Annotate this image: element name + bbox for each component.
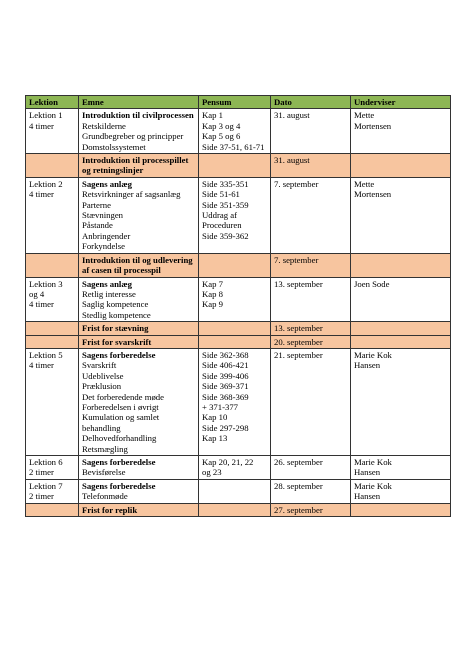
emne-cell: [79, 479, 199, 503]
dato-cell: 26. september: [271, 456, 351, 480]
emne-cell: Frist for replik: [79, 503, 199, 516]
lesson-row: [26, 109, 451, 154]
lektion-line: 2 timer: [29, 491, 54, 502]
header-cell: Pensum: [199, 96, 271, 109]
emne-item: Forkyndelse: [82, 241, 125, 252]
lektion-line: 4 timer: [29, 299, 54, 310]
pensum-line: Uddrag af Proceduren: [202, 210, 242, 231]
pensum-line: Kap 7: [202, 278, 223, 289]
pensum-line: Kap 1: [202, 110, 223, 121]
emne-item: Retsvirkninger af sagsanlæg: [82, 189, 181, 200]
pensum-cell: [199, 109, 271, 154]
lektion-line: Lektion 5: [29, 349, 63, 360]
emne-item: Telefonmøde: [82, 491, 128, 502]
underviser-line: Mortensen: [354, 189, 392, 200]
pensum-line: Side 37-51, 61-71: [202, 141, 265, 152]
emne-title: [82, 481, 195, 491]
dato-cell: 31. august: [271, 109, 351, 154]
lektion-line: Lektion 6: [29, 457, 63, 467]
emne-item: Delhovedforhandling: [82, 433, 157, 444]
emne-title: [82, 179, 195, 189]
lektion-line: Lektion 3: [29, 278, 63, 289]
lesson-row: [26, 177, 451, 253]
header-cell: Dato: [271, 96, 351, 109]
lektion-cell: [26, 456, 79, 480]
header-cell: Emne: [79, 96, 199, 109]
lektion-cell: [26, 253, 79, 277]
pensum-cell: [199, 154, 271, 178]
underviser-cell: [351, 277, 451, 322]
pensum-cell: [199, 503, 271, 516]
lektion-line: Lektion 7: [29, 480, 63, 491]
emne-title-bold: Sagens forberedelse: [82, 457, 156, 467]
emne-cell: [79, 456, 199, 480]
lektion-line: 4 timer: [29, 360, 54, 371]
lektion-line: 2 timer: [29, 467, 54, 478]
emne-title-bold: Introduktion til civilprocessen: [82, 110, 194, 121]
emne-item: Udeblivelse: [82, 370, 124, 381]
emne-title-bold: Sagens forberedelse: [82, 349, 156, 360]
pensum-line: Kap 20, 21, 22: [202, 457, 254, 467]
dato-cell: 28. september: [271, 479, 351, 503]
pensum-line: Side 362-368: [202, 349, 249, 360]
emne-item: Retlig interesse: [82, 288, 136, 299]
header-cell: Lektion: [26, 96, 79, 109]
underviser-cell: [351, 177, 451, 253]
emne-item: Svarskrift: [82, 360, 117, 371]
emne-item: Påstande: [82, 220, 113, 231]
deadline-row: [26, 322, 451, 335]
underviser-line: Marie Kok: [354, 457, 392, 467]
dato-cell: 31. august: [271, 154, 351, 178]
deadline-row: [26, 154, 451, 178]
emne-title: [82, 457, 195, 467]
emne-cell: Frist for stævning: [79, 322, 199, 335]
underviser-cell: [351, 253, 451, 277]
emne-item: Parterne: [82, 199, 111, 210]
lektion-cell: [26, 177, 79, 253]
pensum-line: og 23: [202, 467, 222, 478]
lektion-line: Lektion 1: [29, 110, 63, 121]
underviser-line: Mette: [354, 110, 375, 121]
pensum-line: Kap 13: [202, 433, 228, 444]
pensum-line: Kap 9: [202, 299, 223, 310]
dato-cell: 7. september: [271, 253, 351, 277]
emne-cell: [79, 277, 199, 322]
pensum-cell: [199, 277, 271, 322]
underviser-cell: [351, 348, 451, 455]
pensum-cell: [199, 348, 271, 455]
lesson-row: [26, 479, 451, 503]
deadline-row: [26, 253, 451, 277]
emne-title: [82, 110, 195, 131]
underviser-cell: [351, 456, 451, 480]
dato-cell: 7. september: [271, 177, 351, 253]
underviser-cell: [351, 154, 451, 178]
table-header-row: [26, 96, 451, 109]
deadline-row: [26, 503, 451, 516]
pensum-line: Side 369-371: [202, 381, 249, 392]
pensum-line: Kap 5 og 6: [202, 131, 241, 142]
emne-cell: [79, 348, 199, 455]
lektion-cell: [26, 479, 79, 503]
emne-title-suffix: Retskilderne: [82, 120, 126, 131]
dato-cell: 20. september: [271, 335, 351, 348]
pensum-line: Kap 8: [202, 288, 223, 299]
lesson-row: [26, 277, 451, 322]
emne-item: Forberedelsen i øvrigt: [82, 401, 159, 412]
lesson-row: [26, 456, 451, 480]
pensum-cell: [199, 479, 271, 503]
underviser-line: Hansen: [354, 491, 381, 502]
emne-item: Grundbegreber og principper: [82, 131, 184, 142]
emne-title: [82, 279, 195, 289]
header-cell: Underviser: [351, 96, 451, 109]
underviser-line: Mortensen: [354, 120, 392, 131]
dato-cell: 21. september: [271, 348, 351, 455]
underviser-line: Joen Sode: [354, 278, 390, 289]
lektion-line: 4 timer: [29, 120, 54, 131]
lektion-cell: [26, 277, 79, 322]
underviser-line: Marie Kok: [354, 480, 392, 491]
pensum-line: Side 399-406: [202, 370, 249, 381]
pensum-line: Side 51-61: [202, 189, 240, 200]
pensum-line: Kap 3 og 4: [202, 120, 241, 131]
emne-title: [82, 350, 195, 360]
deadline-row: [26, 335, 451, 348]
lektion-line: og 4: [29, 288, 45, 299]
pensum-line: Side 359-362: [202, 230, 249, 241]
table-body: [26, 109, 451, 517]
emne-cell: Introduktion til processpillet og retningslinjer: [79, 154, 199, 178]
emne-item: Retsmægling: [82, 443, 128, 454]
emne-item: Stedlig kompetence: [82, 309, 151, 320]
pensum-line: Side 406-421: [202, 360, 249, 371]
emne-item: Bevisførelse: [82, 467, 126, 478]
emne-cell: Frist for svarskrift: [79, 335, 199, 348]
pensum-cell: [199, 456, 271, 480]
emne-cell: [79, 177, 199, 253]
dato-cell: 13. september: [271, 322, 351, 335]
emne-item: Saglig kompetence: [82, 299, 149, 310]
lektion-line: 4 timer: [29, 189, 54, 200]
emne-item: Præklusion: [82, 381, 122, 392]
emne-cell: [79, 109, 199, 154]
emne-cell: Introduktion til og udlevering af casen til processpil: [79, 253, 199, 277]
dato-cell: 13. september: [271, 277, 351, 322]
underviser-cell: [351, 322, 451, 335]
lektion-cell: [26, 322, 79, 335]
pensum-line: Side 335-351: [202, 178, 249, 189]
underviser-cell: [351, 109, 451, 154]
emne-item: Stævningen: [82, 210, 124, 221]
lesson-row: [26, 348, 451, 455]
pensum-cell: [199, 177, 271, 253]
emne-item: Kumulation og samlet behandling: [82, 412, 160, 433]
underviser-cell: [351, 503, 451, 516]
emne-item: Anbringender: [82, 230, 131, 241]
emne-title-bold: Sagens anlæg: [82, 178, 132, 189]
lektion-cell: [26, 154, 79, 178]
dato-cell: 27. september: [271, 503, 351, 516]
lektion-cell: [26, 503, 79, 516]
schedule-table: [25, 95, 451, 517]
emne-item: Domstolssystemet: [82, 141, 146, 152]
pensum-line: Side 368-369: [202, 391, 249, 402]
underviser-line: Hansen: [354, 467, 381, 478]
underviser-cell: [351, 335, 451, 348]
pensum-cell: [199, 322, 271, 335]
lektion-cell: [26, 335, 79, 348]
emne-item: Det forberedende møde: [82, 391, 165, 402]
lektion-line: Lektion 2: [29, 178, 63, 189]
emne-title-bold: Sagens forberedelse: [82, 480, 156, 491]
underviser-line: Hansen: [354, 360, 381, 371]
pensum-line: + 371-377: [202, 401, 239, 412]
pensum-line: Side 297-298: [202, 422, 249, 433]
pensum-line: Side 351-359: [202, 199, 249, 210]
underviser-cell: [351, 479, 451, 503]
underviser-line: Marie Kok: [354, 349, 392, 360]
lektion-cell: [26, 109, 79, 154]
pensum-line: Kap 10: [202, 412, 228, 423]
underviser-line: Mette: [354, 178, 375, 189]
pensum-cell: [199, 335, 271, 348]
emne-title-bold: Sagens anlæg: [82, 278, 132, 289]
pensum-cell: [199, 253, 271, 277]
lektion-cell: [26, 348, 79, 455]
